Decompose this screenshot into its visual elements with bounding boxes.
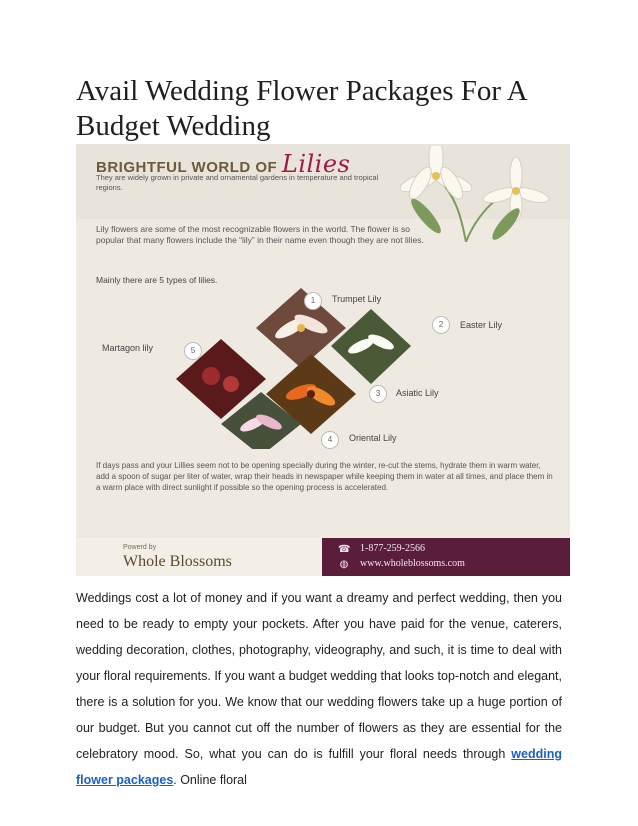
lily-label-oriental: Oriental Lily <box>349 433 397 443</box>
lily-types-graphic <box>156 284 436 449</box>
lily-label-martagon: Martagon lily <box>102 343 154 353</box>
heading-prefix: BRIGHTFUL WORLD OF <box>96 159 278 176</box>
types-heading: Mainly there are 5 types of lilies. <box>96 275 218 285</box>
lily-number-2: 2 <box>432 316 450 334</box>
phone-icon: ☎ <box>338 544 351 555</box>
easter-lily-photo <box>331 309 411 384</box>
body-text-start: Weddings cost a lot of money and if you want a dreamy and perfect wedding, then you need to be ready to empty your pockets. After you have paid for the venue, caterers, wedding decoration, clothes, photography, videography, and such, it is time to deal with your floral requirements. If you want a budget wedding that looks top-notch and elegant, there is a solution for you. We know that our wedding flowers take up a huge portion of our budget. But you cannot cut off the number of flowers as they are essential for the celebratory mood. So, what you can do is fulfill your floral needs through <box>76 591 562 761</box>
infographic-outro: If days pass and your Lillies seem not to be opening specially during the winter, re-cut the stems, hydrate them in warm water, add a spoon of sugar per liter of water, wrap their heads in newspaper while keeping them in water at all times, and place them in a warm place with direct sunlight if possible so the opening process is accelerated. <box>96 461 553 492</box>
infographic-intro: Lily flowers are some of the most recognizable flowers in the world. The flower is so popular that many flowers include the “lily” in their name even though they are not lilies. <box>96 224 424 245</box>
document-title: Avail Wedding Flower Packages For A Budget Wedding <box>76 75 527 142</box>
lily-number-1: 1 <box>304 292 322 310</box>
whole-blossoms-logo: Whole Blossoms <box>123 553 232 570</box>
lily-label-trumpet: Trumpet Lily <box>332 294 382 304</box>
lily-number-3: 3 <box>369 385 387 403</box>
powered-by-label: Powerd by <box>123 544 157 551</box>
infographic-footer-brand <box>76 538 322 576</box>
lily-number-5: 5 <box>184 342 202 360</box>
lily-label-easter: Easter Lily <box>460 320 503 330</box>
body-text-end: . Online floral <box>173 773 247 787</box>
wedding-flower-packages-link[interactable]: wedding flower packages <box>76 747 562 787</box>
lily-label-asiatic: Asiatic Lily <box>396 388 439 398</box>
globe-icon: ◍ <box>339 559 349 570</box>
lilies-infographic <box>76 144 570 576</box>
website-url: www.wholeblossoms.com <box>360 558 465 569</box>
body-paragraph <box>76 585 562 793</box>
infographic-subheading: They are widely grown in private and ornamental gardens in temperature and tropical regions. <box>96 173 379 192</box>
infographic-footer-contact <box>322 538 570 576</box>
heading-script: Lilies <box>281 150 351 178</box>
lily-number-4: 4 <box>321 431 339 449</box>
phone-number: 1-877-259-2566 <box>360 543 425 554</box>
